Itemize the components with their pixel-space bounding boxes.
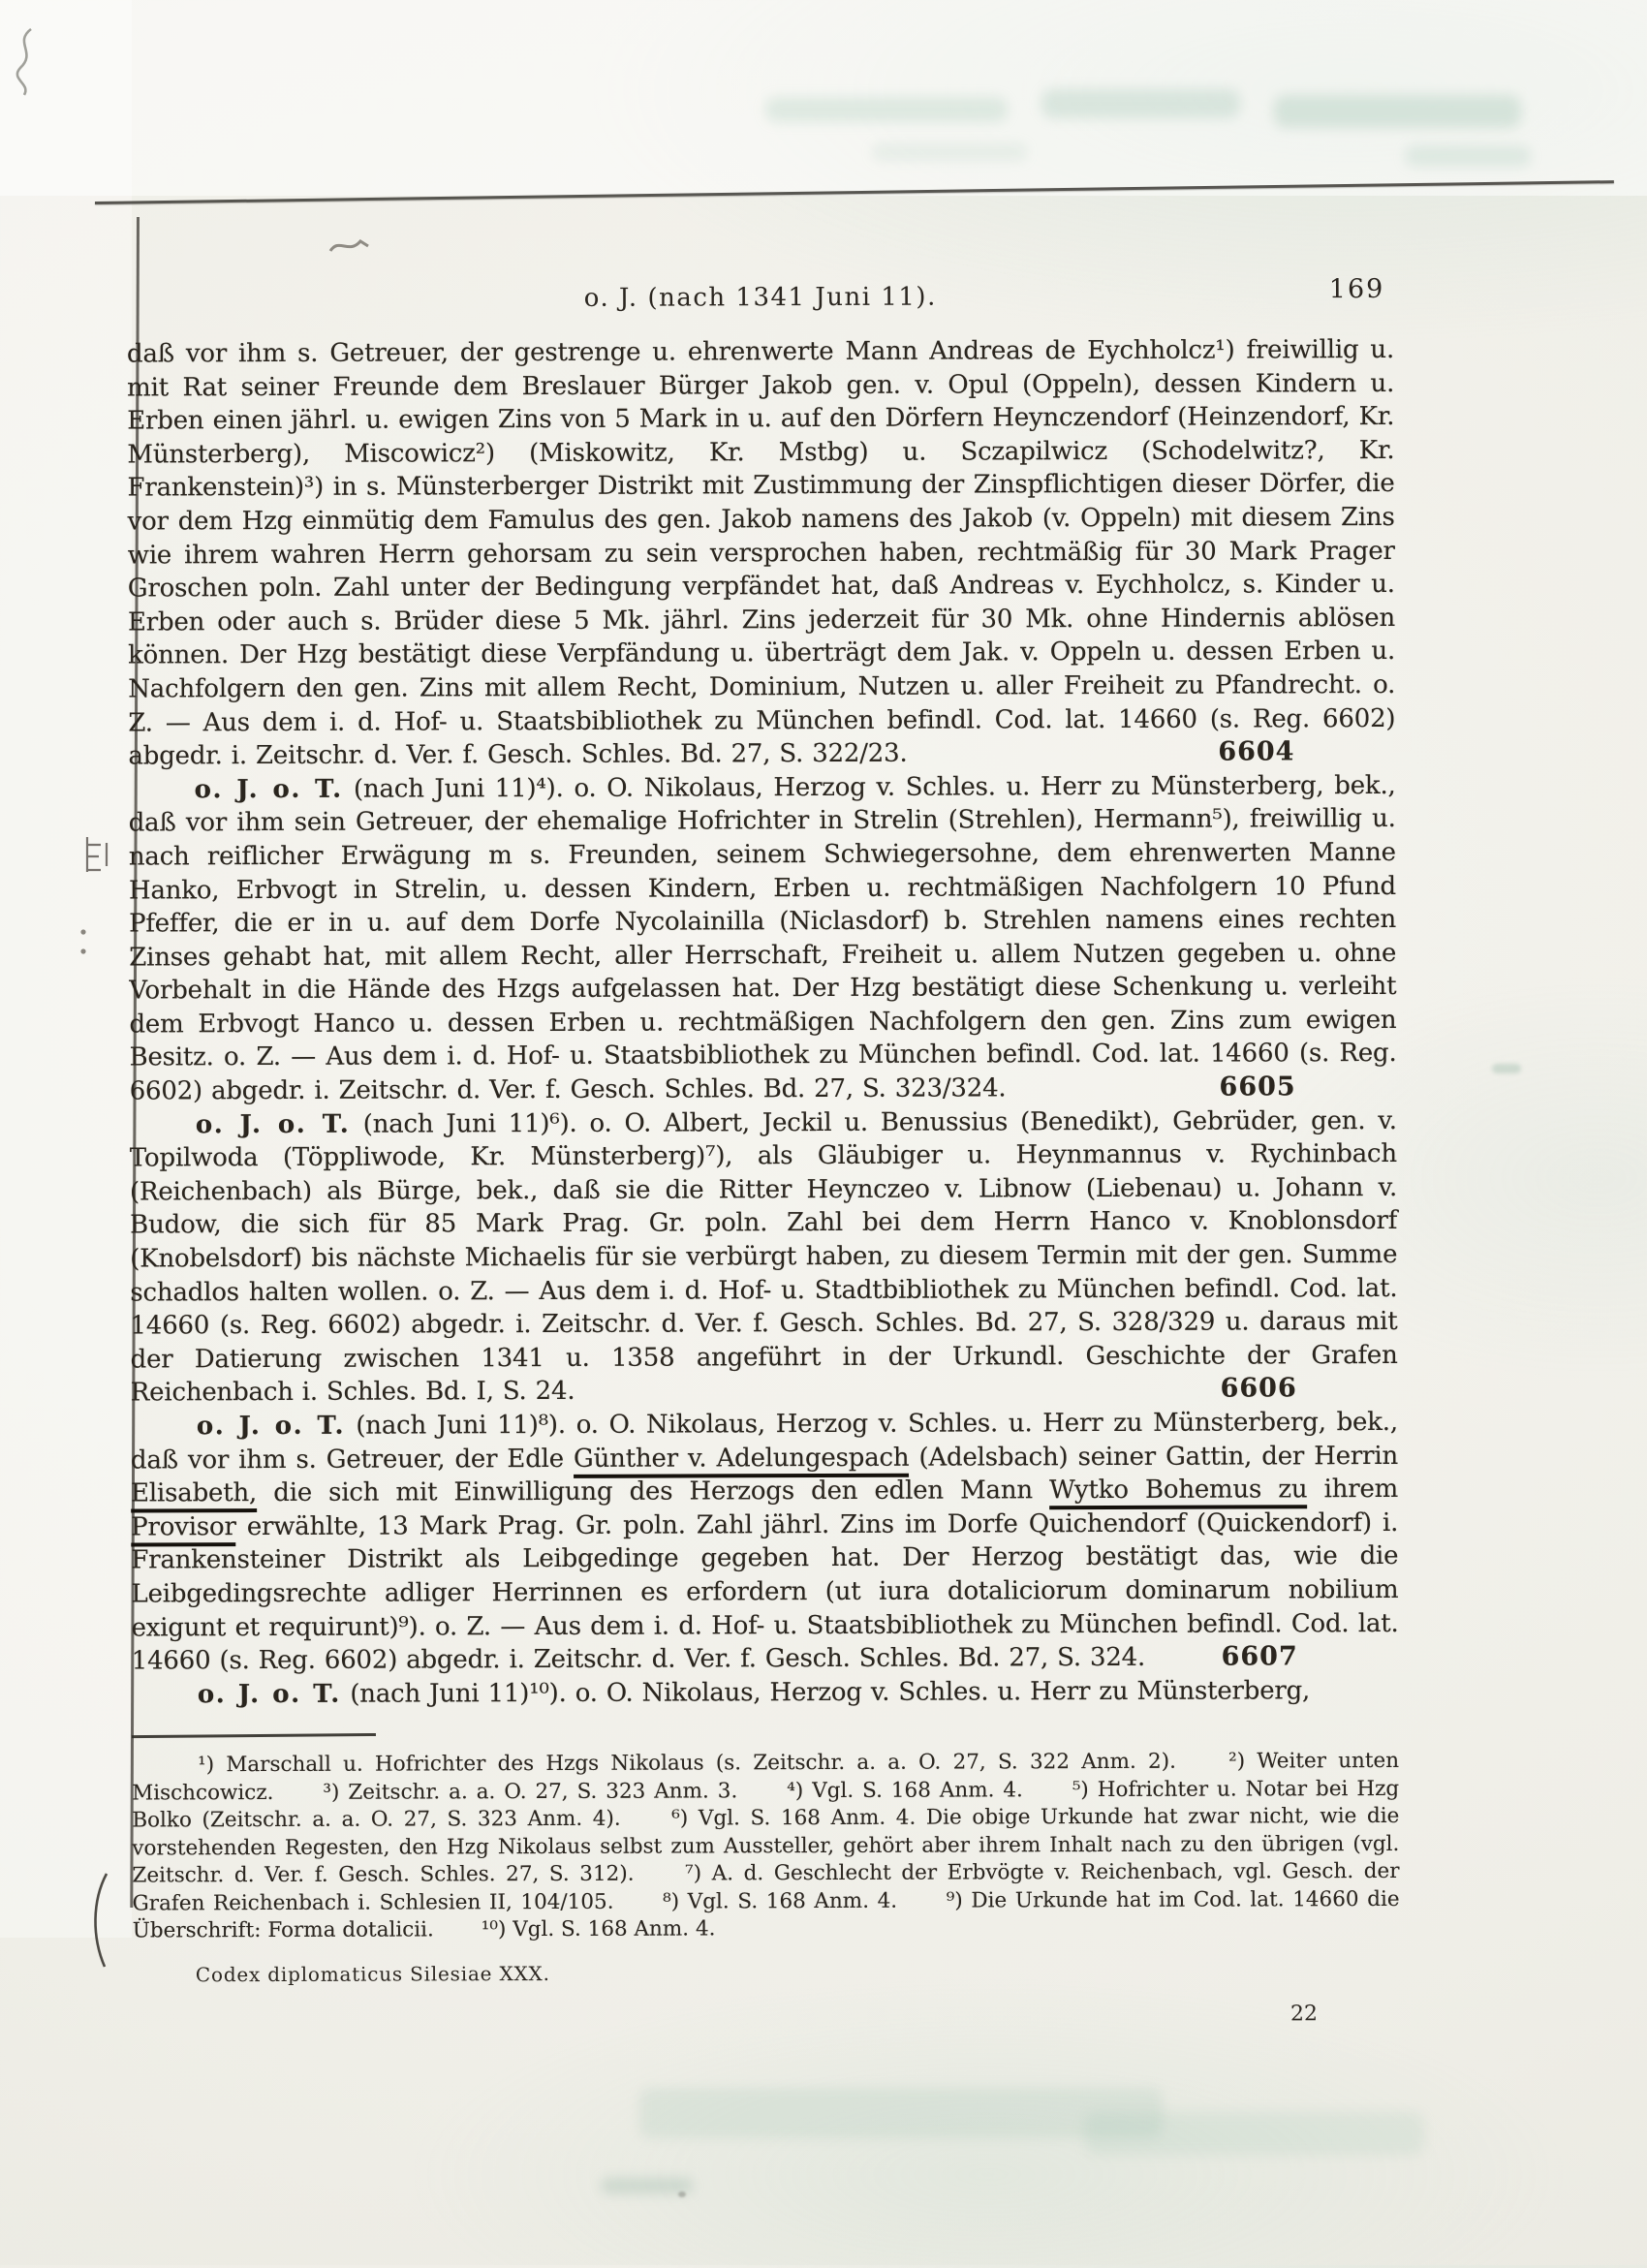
entry-text (130, 1106, 1398, 1408)
entry-lead: o. J. o. T. (197, 1679, 342, 1710)
sheet-number: 22 (1290, 2002, 1319, 2027)
volume-signature: Codex diplomaticus Silesiae XXX. (195, 1961, 550, 1987)
regest-entry (130, 1104, 1398, 1411)
footnote-10: ¹⁰) Vgl. S. 168 Anm. 4. (481, 1916, 716, 1942)
entry-text (127, 335, 1395, 771)
entry-text-segment: erwählte, 13 Mark Prag. Gr. poln. Zahl jährl. Zins im Dorfe Quichendorf (Quickendorf) i. Frankensteiner Distrikt als Leibgedinge gegeben hat. Der Herzog bestätigt das, wie die Leibgedingsrechte adliger Herrinnen es erfordern (ut iura dotaliciorum dominarum nobilium exigunt et requirunt)⁹). o. Z. — Aus dem i. d. Hof- u. Staatsbibliothek zu München befindl. Cod. lat. 14660 (s. Reg. 6602) abgedr. i. Zeitschr. d. Ver. f. Gesch. Schles. Bd. 27, S. 324. (131, 1507, 1399, 1676)
hand-underlined-text: Wytko Bohemus zu (1049, 1475, 1307, 1509)
entry-number: 6607 (1221, 1641, 1298, 1672)
footnote-8: ⁸) Vgl. S. 168 Anm. 4. (663, 1888, 898, 1914)
entry-lead: o. J. o. T. (195, 1109, 351, 1139)
footnote-separator-rule (132, 1733, 376, 1738)
regest-entry (127, 333, 1396, 773)
regest-entry (132, 1674, 1399, 1712)
entry-text-segment: die sich mit Einwilligung des Herzogs den edlen Mann (257, 1476, 1050, 1508)
regest-entries (127, 333, 1399, 1712)
regest-entry (129, 769, 1397, 1109)
entry-text (131, 1408, 1399, 1676)
entry-text-segment: (Adelsbach) seiner Gattin, der Herrin (909, 1441, 1399, 1473)
footnote-4: ⁴) Vgl. S. 168 Anm. 4. (787, 1777, 1023, 1803)
entry-text (129, 771, 1397, 1106)
regest-entry (131, 1406, 1399, 1678)
footnote-1: ¹) Marschall u. Hofrichter des Hzgs Nikolaus (s. Zeitschr. a. a. O. 27, S. 322 Anm. 2). (198, 1749, 1176, 1778)
entry-text-segment: ihrem (1307, 1475, 1399, 1505)
footnote-3: ³) Zeitschr. a. a. O. 27, S. 323 Anm. 3. (323, 1778, 738, 1805)
entry-text-segment: (nach Juni 11)⁶). o. O. Albert, Jeckil u. Benussius (Benedikt), Gebrüder, gen. v. Topilwoda (Töppliwode, Kr. Münsterberg)⁷), als Gläubiger u. Heynmannus v. Rychinbach (Reichenbach) als Bürge, bek., daß sie die Ritter Heynczeo v. Libnow (Liebenau) u. Johann v. Budow, die sich für 85 Mark Prag. Gr. poln. Zahl bei dem Herrn Hanco v. Knoblonsdorf (Knobelsdorf) bis nächste Michaelis für sie verbürgt haben, zu diesem Termin mit der gen. Summe schadlos halten wollen. o. Z. — Aus dem i. d. Hof- u. Stadtbibliothek zu München befindl. Cod. lat. 14660 (s. Reg. 6602) abgedr. i. Zeitschr. d. Ver. f. Gesch. Schles. Bd. 27, S. 328/329 u. daraus mit der Datierung zwischen 1341 u. 1358 angeführt in der Urkundl. Geschichte der Grafen Reichenbach i. Schles. Bd. I, S. 24. (129, 1105, 1398, 1408)
page-number: 169 (1328, 273, 1385, 305)
entry-text (341, 1676, 1310, 1708)
footnote-5: ⁵) Hofrichter u. Notar bei Hzg Bolko (Zeitschr. a. a. O. 27, S. 323 Anm. 4). (132, 1776, 1400, 1833)
entry-number: 6605 (1219, 1072, 1296, 1103)
hand-underlined-text: Elisabeth, (131, 1478, 257, 1512)
footnote-2: ²) Weiter unten Mischcowicz. (132, 1748, 1400, 1805)
entry-lead: o. J. o. T. (196, 1411, 346, 1442)
entry-number: 6604 (1218, 736, 1295, 767)
entry-text-segment: (nach Juni 11)⁸). o. O. Nikolaus, Herzog v. Schles. u. Herr zu Münsterberg, bek., daß vor ihm s. Getreuer, der Edle (130, 1407, 1398, 1476)
footnote-9: ⁹) Die Urkunde hat im Cod. lat. 14660 die Überschrift: Forma dotalicii. (132, 1886, 1400, 1943)
entry-lead: o. J. o. T. (194, 774, 344, 804)
entry-number: 6606 (1220, 1373, 1297, 1404)
hand-underlined-text: Provisor (131, 1512, 236, 1546)
entry-text-segment: (nach Juni 11)⁴). o. O. Nikolaus, Herzog v. Schles. u. Herr zu Münsterberg, bek., daß vor ihm sein Getreuer, der ehemalige Hofrichter in Strelin (Strehlen), Hermann⁵), freiwillig u. nach reiflicher Erwägung m s. Freunden, seinem Schwiegersohne, dem ehrenwerten Manne Hanko, Erbvogt in Strelin, u. dessen Kindern, Erben u. rechtmäßigen Nachfolgern 10 Pfund Pfeffer, die er in u. auf dem Dorfe Nycolainilla (Niclasdorf) b. Strehlen namens eines rechten Zinses gehabt hat, mit allem Recht, aller Herrschaft, Freiheit u. allem Nutzen gegeben u. ohne Vorbehalt in die Hände des Hzgs aufgelassen hat. Der Hzg bestätigt diese Schenkung u. verleiht dem Erbvogt Hanco u. dessen Erben u. rechtmäßigen Nachfolgern den gen. Zins zum ewigen Besitz. o. Z. — Aus dem i. d. Hof- u. Staatsbibliothek zu München befindl. Cod. lat. 14660 (s. Reg. 6602) abgedr. i. Zeitschr. d. Ver. f. Gesch. Schles. Bd. 27, S. 323/324. (128, 770, 1397, 1106)
entry-text-segment: (nach Juni 11)¹⁰). o. O. Nikolaus, Herzog v. Schles. u. Herr zu Münsterberg, (341, 1676, 1311, 1709)
footnote-6: ⁶) Vgl. S. 168 Anm. 4. Die obige Urkunde hat zwar nicht, wie die vorstehenden Regesten, den Hzg Nikolaus selbst zum Aussteller, gehört aber ihrem Inhalt nach zu den übrigen (vgl. Zeitschr. d. Ver. f. Gesch. Schles. 27, S. 312). (132, 1803, 1400, 1888)
hand-underlined-text: Günther v. Adelungespach (574, 1443, 909, 1477)
footnote-7: ⁷) A. d. Geschlecht der Erbvögte v. Reichenbach, vgl. Gesch. der Grafen Reichenbach i. Schlesien II, 104/105. (132, 1858, 1400, 1915)
entry-text-segment: daß vor ihm s. Getreuer, der gestrenge u. ehrenwerte Mann Andreas de Eychholcz¹) freiwillig u. mit Rat seiner Freunde dem Breslauer Bürger Jakob gen. v. Opul (Oppeln), dessen Kindern u. Erben einen jährl. u. ewigen Zins von 5 Mark in u. auf den Dörfern Heynczendorf (Heinzendorf, Kr. Münsterberg), Miscowicz²) (Miskowitz, Kr. Mstbg) u. Sczapilwicz (Schodelwitz?, Kr. Frankenstein)³) in s. Münsterberger Distrikt mit Zustimmung der Zinspflichtigen dieser Dörfer, die vor dem Hzg einmütig dem Famulus des gen. Jakob namens des Jakob (v. Oppeln) mit diesem Zins wie ihrem wahren Herrn gehorsam zu sein versprochen haben, rechtmäßig für 30 Mark Prager Groschen poln. Zahl unter der Bedingung verpfändet hat, daß Andreas v. Eychholcz, s. Kinder u. Erben oder auch s. Brüder diese 5 Mk. jährl. Zins jederzeit für 30 Mk. ohne Hindernis ablösen können. Der Hzg bestätigt diese Verpfändung u. überträgt dem Jak. v. Oppeln u. dessen Erben u. Nachfolgern den gen. Zins mit allem Recht, Dominium, Nutzen u. aller Freiheit zu Pfandrecht. o. Z. — Aus dem i. d. Hof- u. Staatsbibliothek zu München befindl. Cod. lat. 14660 (s. Reg. 6602) abgedr. i. Zeitschr. d. Ver. f. Gesch. Schles. Bd. 27, S. 322/23. (126, 334, 1396, 771)
running-head-date: o. J. (nach 1341 Juni 11). (583, 282, 937, 313)
footnotes-block (132, 1748, 1400, 1945)
